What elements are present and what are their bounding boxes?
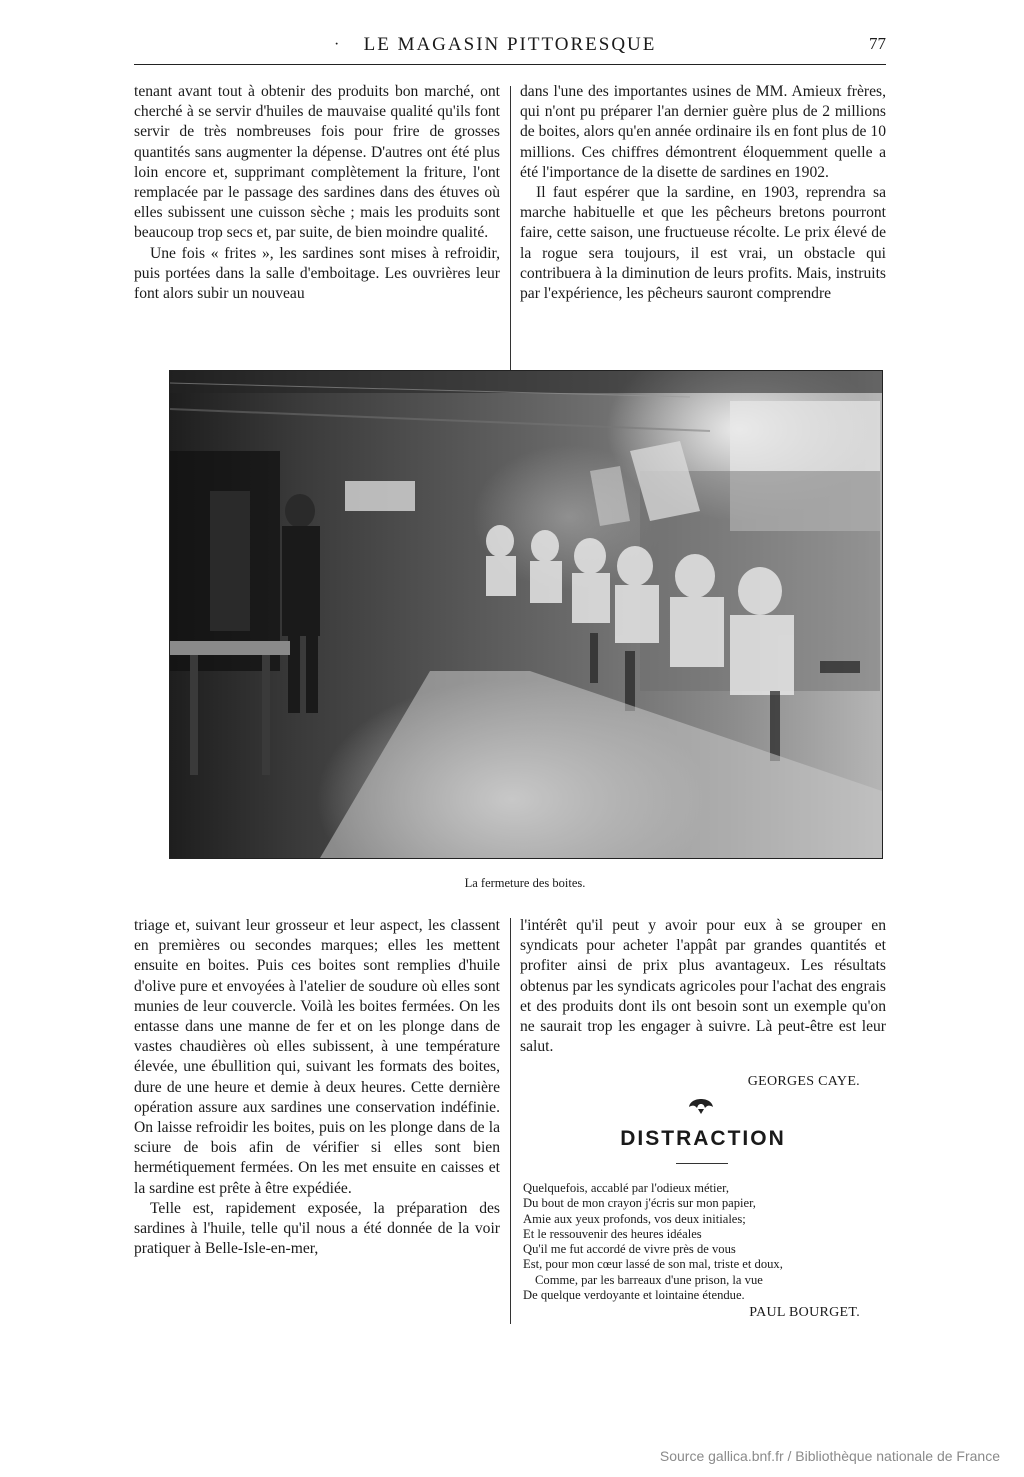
poem-line: Amie aux yeux profonds, vos deux initiales; — [523, 1211, 746, 1226]
journal-title: LE MAGASIN PITTORESQUE — [363, 34, 657, 55]
poem-author: PAUL BOURGET. — [749, 1305, 860, 1320]
paragraph: Une fois « frites », les sardines sont mises à refroidir, puis portées dans la salle d'emboitage. Les ouvrières leur font alors subir un nouveau — [134, 244, 500, 303]
page-number: 77 — [869, 34, 886, 53]
paragraph: l'intérêt qu'il peut y avoir pour eux à se grouper en syndicats pour acheter l'appât par grandes quantités et profiter ainsi de prix plus avantageux. Les résultats obtenus par les syndicats agricoles pour l'achat des engrais et des produits dont ils ont besoin sont un exemple qu'on ne saurait trop les engager à suivre. Là peut-être est leur salut. — [520, 917, 886, 1056]
bottom-left-column — [134, 916, 500, 1259]
poem-line: Comme, par les barreaux d'une prison, la vue — [535, 1272, 763, 1287]
photo-illustration — [170, 371, 882, 858]
poem-line: Et le ressouvenir des heures idéales — [523, 1226, 702, 1241]
article-signature: GEORGES CAYE. — [747, 1074, 860, 1089]
figure-caption: La fermeture des boites. — [464, 876, 586, 890]
paragraph: Il faut espérer que la sardine, en 1903, reprendra sa marche habituelle et que les pêcheurs bretons pourront faire, cette saison, une fructueuse récolte. Le prix élevé de la rogue sera toujours, il est vrai, un obstacle qui contribuera à la diminution de leurs profits. Mais, instruits par l'expérience, les pêcheurs sauront comprendre — [520, 184, 886, 303]
column-divider — [510, 86, 511, 372]
title-rule — [676, 1163, 728, 1164]
poem — [523, 1181, 885, 1303]
top-left-column — [134, 82, 500, 304]
running-header — [134, 30, 886, 65]
poem-line: Du bout de mon crayon j'écris sur mon papier, — [523, 1196, 756, 1211]
factory-photograph — [169, 370, 883, 859]
bottom-right-column — [520, 916, 886, 1057]
poem-title: DISTRACTION — [620, 1127, 786, 1150]
source-footer: Source gallica.bnf.fr / Bibliothèque nationale de France — [659, 1448, 1000, 1464]
paragraph: triage et, suivant leur grosseur et leur aspect, les classent en premières ou secondes marques; elles les mettent ensuite en boites. Puis ces boites sont remplies d'huile d'olive pure et envoyées à l'atelier de soudure où elles sont munies de leur couvercle. Voilà les boites fermées. On les entasse dans une manne de fer et on les plonge dans de vastes chaudières où elles subissent, à une température élevée, une ébullition qui, suivant les formats des boites, dure de une heure et demie à deux heures. Cette dernière opération assure aux sardines une conservation indéfinie. On laisse refroidir les boites, puis on les plonge dans de la sciure de bois afin de vérifier si elles sont bien hermétiquement fermées. On les met ensuite en caisses et la sardine est prête à être expédiée. — [134, 917, 500, 1197]
paragraph: dans l'une des importantes usines de MM. Amieux frères, qui n'ont pu préparer l'an dernier guère plus de 2 millions de boites, alors qu'en année ordinaire ils en font plus de 10 millions. Ces chiffres démontrent éloquemment quelle a été l'importance de la disette de sardines en 1902. — [520, 83, 886, 181]
poem-line: De quelque verdoyante et lointaine étendue. — [523, 1288, 745, 1303]
poem-line: Est, pour mon cœur lassé de son mal, triste et doux, — [523, 1257, 783, 1272]
fleuron-ornament-icon — [686, 1097, 716, 1115]
header-dot: · — [334, 36, 340, 53]
top-right-column — [520, 82, 886, 304]
column-divider — [510, 918, 511, 1324]
paragraph: tenant avant tout à obtenir des produits bon marché, ont cherché à se servir d'huiles de mauvaise qualité qu'ils font servir de très nombreuses fois pour frire de grosses quantités sans augmenter la dépense. D'autres ont été plus loin encore et, supprimant complètement la friture, l'ont remplacée par le passage des sardines dans des étuves où elles subissent une cuisson sèche ; mais les produits sont beaucoup trop secs et, par suite, de bien moindre qualité. — [134, 83, 500, 242]
poem-line: Qu'il me fut accordé de vivre près de vous — [523, 1242, 736, 1257]
poem-line: Quelquefois, accablé par l'odieux métier, — [523, 1181, 729, 1195]
paragraph: Telle est, rapidement exposée, la préparation des sardines à l'huile, telle qu'il nous a été donnée de la voir pratiquer à Belle-Isle-en-mer, — [134, 1199, 500, 1258]
